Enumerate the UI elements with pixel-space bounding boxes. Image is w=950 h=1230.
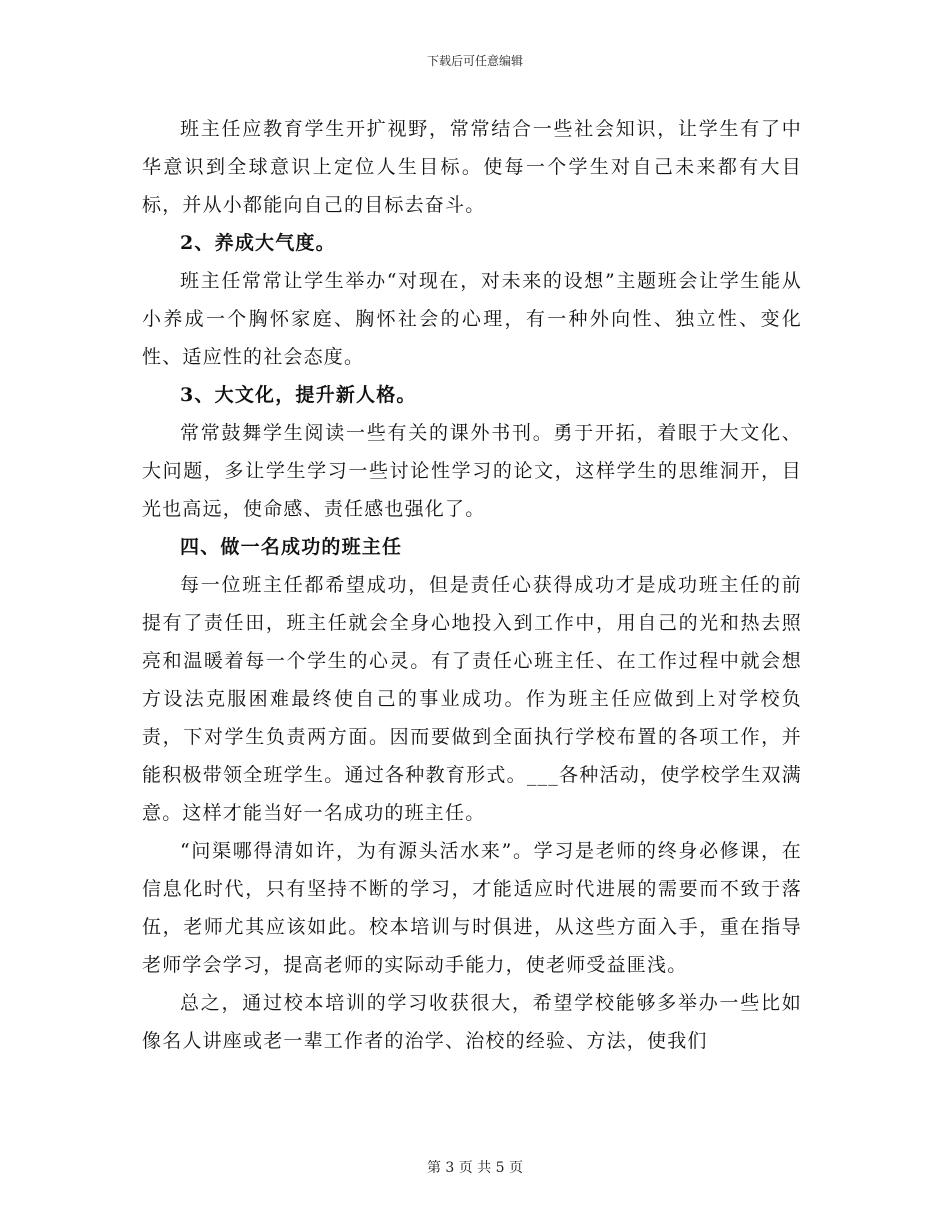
section-heading-3: 3、大文化，提升新人格。: [180, 384, 417, 406]
paragraph-3: 常常鼓舞学生阅读一些有关的课外书刊。勇于开拓，着眼于大文化、大问题，多让学生学习一些讨论性学习的论文，这样学生的思维洞开，目光也高远，使命感、责任感也强化了。: [142, 422, 802, 520]
paragraph-5: “问渠哪得清如许，为有源头活水来”。学习是老师的终身必修课，在信息化时代，只有坚持不断的学习，才能适应时代进展的需要而不致于落伍，老师尤其应该如此。校本培训与时俱进，从这些方面入手，重在指导老师学会学习，提高老师的实际动手能力，使老师受益匪浅。: [142, 840, 802, 976]
page-footer: 第 3 页 共 5 页: [426, 1160, 524, 1176]
paragraph-6: 总之，通过校本培训的学习收获很大，希望学校能够多举办一些比如像名人讲座或老一辈工作者的治学、治校的经验、方法，使我们: [142, 992, 802, 1052]
page-header: 下载后可任意编辑: [426, 54, 523, 68]
paragraph-4: 每一位班主任都希望成功，但是责任心获得成功才是成功班主任的前提有了责任田，班主任就会全身心地投入到工作中，用自己的光和热去照亮和温暖着每一个学生的心灵。有了责任心班主任、在工作过程中就会想方设法克服困难最终使自己的事业成功。作为班主任应做到上对学校负责，下对学生负责两方面。因而要做到全面执行学校布置的各项工作，并能积极带领全班学生。通过各种教育形式。___各种活动，使学校学生双满意。这样才能当好一名成功的班主任。: [142, 574, 802, 824]
document-body: [142, 110, 802, 1060]
paragraph-1: 班主任应教育学生开扩视野，常常结合一些社会知识，让学生有了中华意识到全球意识上定位人生目标。使每一个学生对自己未来都有大目标，并从小都能向自己的目标去奋斗。: [142, 118, 802, 216]
section-heading-2: 2、养成大气度。: [180, 232, 336, 254]
paragraph-2: 班主任常常让学生举办“对现在，对未来的设想”主题班会让学生能从小养成一个胸怀家庭、胸怀社会的心理，有一种外向性、独立性、变化性、适应性的社会态度。: [142, 270, 802, 368]
section-heading-4: 四、做一名成功的班主任: [180, 536, 403, 558]
